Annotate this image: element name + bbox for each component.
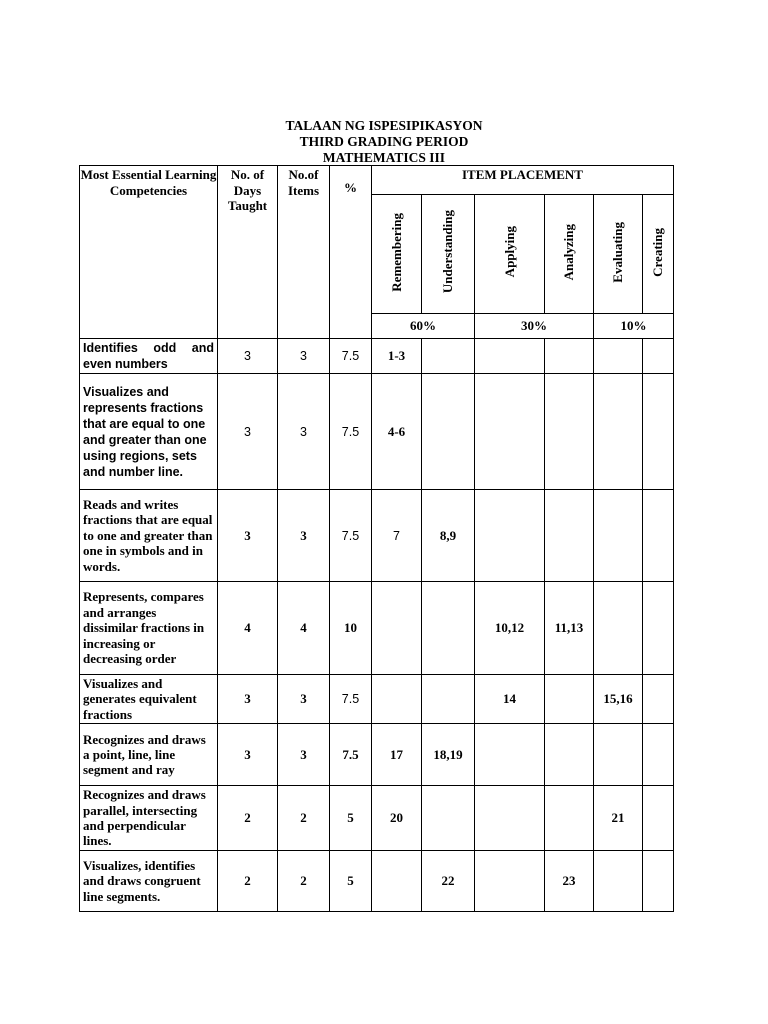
evaluating-cell bbox=[594, 339, 643, 374]
evaluating-cell bbox=[594, 490, 643, 582]
analyzing-cell bbox=[545, 786, 594, 851]
header-competencies: Most Essential Learning Competencies bbox=[80, 166, 218, 339]
percent-cell: 7.5 bbox=[330, 374, 372, 490]
understanding-cell: 22 bbox=[422, 850, 475, 911]
remembering-cell bbox=[372, 675, 422, 724]
header-no-of-items: No.of Items bbox=[278, 166, 330, 339]
days-cell: 3 bbox=[218, 675, 278, 724]
applying-cell bbox=[475, 374, 545, 490]
competency-cell: Represents, compares and arranges dissimilar fractions in increasing or decreasing order bbox=[80, 582, 218, 675]
understanding-cell: 8,9 bbox=[422, 490, 475, 582]
items-cell: 4 bbox=[278, 582, 330, 675]
competency-cell: Identifies odd and even numbers bbox=[80, 339, 218, 374]
understanding-cell: 18,19 bbox=[422, 724, 475, 786]
analyzing-cell bbox=[545, 675, 594, 724]
competency-cell: Visualizes and generates equivalent fractions bbox=[80, 675, 218, 724]
days-cell: 4 bbox=[218, 582, 278, 675]
table-row bbox=[80, 582, 674, 675]
items-cell: 3 bbox=[278, 374, 330, 490]
applying-cell: 10,12 bbox=[475, 582, 545, 675]
remembering-cell: 20 bbox=[372, 786, 422, 851]
percent-cell: 7.5 bbox=[330, 339, 372, 374]
analyzing-cell bbox=[545, 374, 594, 490]
analyzing-cell: 23 bbox=[545, 850, 594, 911]
items-cell: 3 bbox=[278, 490, 330, 582]
competency-cell: Recognizes and draws a point, line, line segment and ray bbox=[80, 724, 218, 786]
applying-cell bbox=[475, 724, 545, 786]
percent-cell: 10 bbox=[330, 582, 372, 675]
evaluating-cell bbox=[594, 582, 643, 675]
items-cell: 3 bbox=[278, 675, 330, 724]
remembering-cell: 17 bbox=[372, 724, 422, 786]
evaluating-cell bbox=[594, 850, 643, 911]
remembering-cell: 1-3 bbox=[372, 339, 422, 374]
items-cell: 2 bbox=[278, 850, 330, 911]
header-item-placement: ITEM PLACEMENT bbox=[372, 166, 674, 195]
understanding-cell bbox=[422, 675, 475, 724]
table-row bbox=[80, 850, 674, 911]
items-cell: 3 bbox=[278, 724, 330, 786]
competency-cell: Visualizes and represents fractions that are equal to one and greater than one using regions, sets and number line. bbox=[80, 374, 218, 490]
table-row bbox=[80, 675, 674, 724]
title-line-1: TALAAN NG ISPESIPIKASYON bbox=[285, 118, 483, 133]
title-line-3: MATHEMATICS III bbox=[322, 150, 446, 165]
creating-cell bbox=[643, 786, 674, 851]
header-days-taught: No. of Days Taught bbox=[218, 166, 278, 339]
understanding-cell bbox=[422, 339, 475, 374]
creating-cell bbox=[643, 582, 674, 675]
table-row bbox=[80, 786, 674, 851]
understanding-cell bbox=[422, 374, 475, 490]
days-cell: 2 bbox=[218, 850, 278, 911]
competency-cell: Visualizes, identifies and draws congruent line segments. bbox=[80, 850, 218, 911]
days-cell: 3 bbox=[218, 339, 278, 374]
competency-cell: Reads and writes fractions that are equal to one and greater than one in symbols and in words. bbox=[80, 490, 218, 582]
applying-cell bbox=[475, 490, 545, 582]
remembering-cell bbox=[372, 850, 422, 911]
analyzing-cell bbox=[545, 490, 594, 582]
understanding-cell bbox=[422, 582, 475, 675]
remembering-cell: 4-6 bbox=[372, 374, 422, 490]
applying-cell bbox=[475, 339, 545, 374]
percent-cell: 7.5 bbox=[330, 490, 372, 582]
percent-cell: 5 bbox=[330, 786, 372, 851]
items-cell: 2 bbox=[278, 786, 330, 851]
table-row bbox=[80, 490, 674, 582]
header-evaluating: Evaluating bbox=[594, 195, 643, 314]
weight-middle-order: 30% bbox=[475, 314, 594, 339]
weight-higher-order: 10% bbox=[594, 314, 674, 339]
weight-lower-order: 60% bbox=[372, 314, 475, 339]
applying-cell: 14 bbox=[475, 675, 545, 724]
days-cell: 2 bbox=[218, 786, 278, 851]
creating-cell bbox=[643, 374, 674, 490]
applying-cell bbox=[475, 786, 545, 851]
evaluating-cell: 21 bbox=[594, 786, 643, 851]
header-percent: % bbox=[330, 166, 372, 339]
understanding-cell bbox=[422, 786, 475, 851]
header-analyzing: Analyzing bbox=[545, 195, 594, 314]
table-row bbox=[80, 339, 674, 374]
creating-cell bbox=[643, 850, 674, 911]
percent-cell: 7.5 bbox=[330, 675, 372, 724]
evaluating-cell bbox=[594, 724, 643, 786]
percent-cell: 5 bbox=[330, 850, 372, 911]
table-row bbox=[80, 374, 674, 490]
creating-cell bbox=[643, 724, 674, 786]
competency-cell: Recognizes and draws parallel, intersecting and perpendicular lines. bbox=[80, 786, 218, 851]
header-remembering: Remembering bbox=[372, 195, 422, 314]
analyzing-cell: 11,13 bbox=[545, 582, 594, 675]
evaluating-cell: 15,16 bbox=[594, 675, 643, 724]
applying-cell bbox=[475, 850, 545, 911]
analyzing-cell bbox=[545, 339, 594, 374]
table-of-specifications bbox=[79, 165, 674, 912]
days-cell: 3 bbox=[218, 490, 278, 582]
analyzing-cell bbox=[545, 724, 594, 786]
header-applying: Applying bbox=[475, 195, 545, 314]
header-creating: Creating bbox=[643, 195, 674, 314]
remembering-cell bbox=[372, 582, 422, 675]
percent-cell: 7.5 bbox=[330, 724, 372, 786]
title-line-2: THIRD GRADING PERIOD bbox=[299, 134, 469, 149]
creating-cell bbox=[643, 490, 674, 582]
header-understanding: Understanding bbox=[422, 195, 475, 314]
creating-cell bbox=[643, 675, 674, 724]
days-cell: 3 bbox=[218, 724, 278, 786]
days-cell: 3 bbox=[218, 374, 278, 490]
items-cell: 3 bbox=[278, 339, 330, 374]
table-row bbox=[80, 724, 674, 786]
document-title bbox=[0, 118, 768, 166]
evaluating-cell bbox=[594, 374, 643, 490]
remembering-cell: 7 bbox=[372, 490, 422, 582]
creating-cell bbox=[643, 339, 674, 374]
